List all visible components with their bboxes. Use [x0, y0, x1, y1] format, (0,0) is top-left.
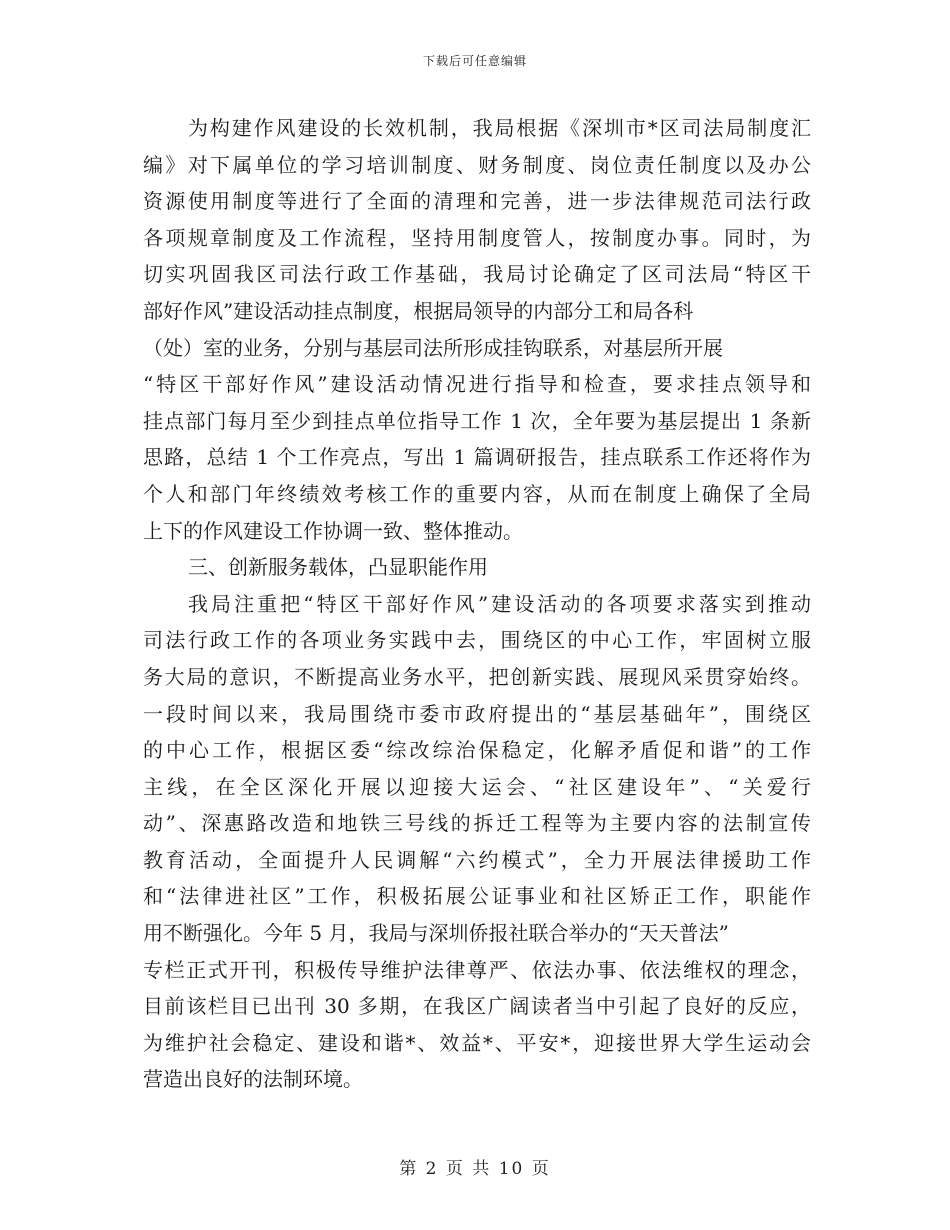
body-line: （处）室的业务，分别与基层司法所形成挂钩联系，对基层所开展 [143, 335, 723, 360]
body-line: 切实巩固我区司法行政工作基础，我局讨论确定了区司法局“特区干 [143, 262, 811, 287]
body-line: 个人和部门年终绩效考核工作的重要内容，从而在制度上确保了全局 [143, 481, 811, 506]
body-line: 资源使用制度等进行了全面的清理和完善，进一步法律规范司法行政 [143, 189, 811, 214]
body-line: 一段时间以来，我局围绕市委市政府提出的“基层基础年”，围绕区 [143, 701, 811, 726]
body-line: 各项规章制度及工作流程，坚持用制度管人，按制度办事。同时，为 [143, 225, 811, 250]
body-line: 动”、深惠路改造和地铁三号线的拆迁工程等为主要内容的法制宣传 [143, 811, 811, 836]
body-line: 营造出良好的法制环境。 [143, 1067, 363, 1092]
body-line: 和“法律进社区”工作，积极拓展公证事业和社区矫正工作，职能作 [143, 884, 811, 909]
body-line: 的中心工作，根据区委“综改综治保稳定，化解矛盾促和谐”的工作 [143, 738, 811, 763]
page-header: 下载后可任意编辑 [422, 54, 527, 68]
body-line: 务大局的意识，不断提高业务水平，把创新实践、展现风采贯穿始终。 [143, 664, 811, 689]
body-line: 司法行政工作的各项业务实践中去，围绕区的中心工作，牢固树立服 [143, 628, 811, 653]
page-footer: 第 2 页 共 10 页 [399, 1159, 551, 1179]
body-line: 挂点部门每月至少到挂点单位指导工作 1 次，全年要为基层提出 1 条新 [143, 408, 811, 433]
body-line: 编》对下属单位的学习培训制度、财务制度、岗位责任制度以及办公 [143, 152, 811, 177]
body-line: 思路，总结 1 个工作亮点，写出 1 篇调研报告，挂点联系工作还将作为 [143, 445, 811, 470]
body-line: 部好作风”建设活动挂点制度，根据局领导的内部分工和局各科 [143, 298, 694, 323]
body-line: 主线，在全区深化开展以迎接大运会、“社区建设年”、“关爱行 [143, 774, 811, 799]
body-line: 为构建作风建设的长效机制，我局根据《深圳市*区司法局制度汇 [188, 116, 811, 140]
section-heading: 三、创新服务载体，凸显职能作用 [188, 555, 488, 580]
body-line: 我局注重把“特区干部好作风”建设活动的各项要求落实到推动 [188, 591, 811, 616]
body-line: 上下的作风建设工作协调一致、整体推动。 [143, 518, 523, 543]
body-line: “特区干部好作风”建设活动情况进行指导和检查，要求挂点领导和 [143, 372, 811, 397]
body-line: 为维护社会稳定、建设和谐*、效益*、平安*，迎接世界大学生运动会 [143, 1030, 811, 1055]
body-line: 专栏正式开刊，积极传导维护法律尊严、依法办事、依法维权的理念， [143, 957, 811, 982]
body-line: 教育活动，全面提升人民调解“六约模式”，全力开展法律援助工作 [143, 847, 811, 872]
body-line: 用不断强化。今年 5 月，我局与深圳侨报社联合举办的“天天普法” [143, 921, 729, 946]
body-line: 目前该栏目已出刊 30 多期，在我区广阔读者当中引起了良好的反应， [143, 994, 811, 1019]
document-body [143, 110, 811, 1098]
